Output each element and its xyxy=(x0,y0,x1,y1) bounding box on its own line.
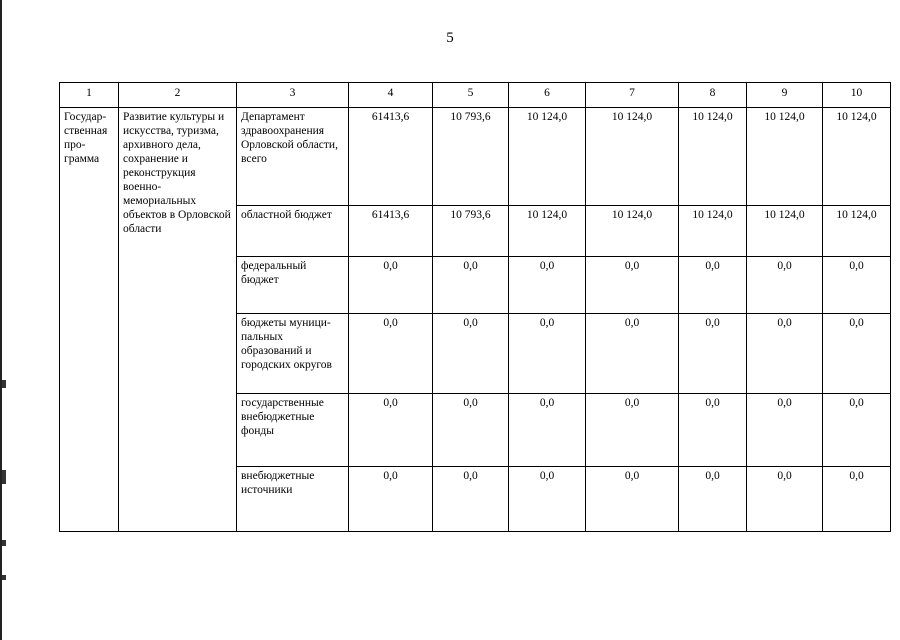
value-cell: 61413,6 xyxy=(349,108,433,206)
funding-source-cell: бюджеты муници-пальных образований и городских округов xyxy=(237,314,349,394)
value-cell: 10 124,0 xyxy=(586,206,679,257)
value-cell: 0,0 xyxy=(433,314,509,394)
page-number: 5 xyxy=(446,30,454,46)
value-cell: 0,0 xyxy=(679,257,747,314)
scan-artifact-mark xyxy=(2,470,6,484)
value-cell: 0,0 xyxy=(509,394,586,467)
scan-artifact-mark xyxy=(2,575,6,580)
value-cell: 10 793,6 xyxy=(433,108,509,206)
header-cell-9: 9 xyxy=(747,83,823,108)
header-cell-8: 8 xyxy=(679,83,747,108)
funding-source-cell: государственные внебюджетные фонды xyxy=(237,394,349,467)
value-cell: 0,0 xyxy=(433,467,509,532)
value-cell: 0,0 xyxy=(747,314,823,394)
funding-source-cell: областной бюджет xyxy=(237,206,349,257)
value-cell: 0,0 xyxy=(433,394,509,467)
value-cell: 0,0 xyxy=(586,257,679,314)
value-cell: 10 124,0 xyxy=(747,108,823,206)
scan-artifact-mark xyxy=(2,540,6,546)
value-cell: 10 124,0 xyxy=(823,206,891,257)
table-row xyxy=(60,108,891,206)
value-cell: 61413,6 xyxy=(349,206,433,257)
value-cell: 10 124,0 xyxy=(679,108,747,206)
value-cell: 0,0 xyxy=(509,314,586,394)
program-name-cell: Развитие культуры и искусства, туризма, архивного дела, сохранение и реконструкция военно-мемориальных объектов в Орловской области xyxy=(119,108,237,532)
value-cell: 0,0 xyxy=(349,467,433,532)
header-cell-1: 1 xyxy=(60,83,119,108)
value-cell: 0,0 xyxy=(823,467,891,532)
value-cell: 0,0 xyxy=(586,394,679,467)
value-cell: 0,0 xyxy=(433,257,509,314)
funding-source-cell: федеральный бюджет xyxy=(237,257,349,314)
value-cell: 10 124,0 xyxy=(509,206,586,257)
value-cell: 0,0 xyxy=(509,257,586,314)
value-cell: 0,0 xyxy=(509,467,586,532)
header-cell-7: 7 xyxy=(586,83,679,108)
financing-table xyxy=(59,82,891,532)
value-cell: 10 124,0 xyxy=(586,108,679,206)
value-cell: 0,0 xyxy=(823,257,891,314)
value-cell: 0,0 xyxy=(747,394,823,467)
value-cell: 0,0 xyxy=(679,394,747,467)
value-cell: 0,0 xyxy=(747,467,823,532)
program-type-cell: Государ-ственная про-грамма xyxy=(60,108,119,532)
value-cell: 0,0 xyxy=(823,394,891,467)
value-cell: 0,0 xyxy=(586,467,679,532)
value-cell: 10 124,0 xyxy=(747,206,823,257)
header-cell-2: 2 xyxy=(119,83,237,108)
value-cell: 0,0 xyxy=(679,314,747,394)
header-cell-4: 4 xyxy=(349,83,433,108)
value-cell: 10 124,0 xyxy=(509,108,586,206)
header-row xyxy=(60,83,891,108)
value-cell: 0,0 xyxy=(349,394,433,467)
header-cell-5: 5 xyxy=(433,83,509,108)
value-cell: 0,0 xyxy=(349,314,433,394)
value-cell: 0,0 xyxy=(823,314,891,394)
header-cell-3: 3 xyxy=(237,83,349,108)
header-cell-10: 10 xyxy=(823,83,891,108)
value-cell: 0,0 xyxy=(679,467,747,532)
value-cell: 10 124,0 xyxy=(823,108,891,206)
value-cell: 0,0 xyxy=(586,314,679,394)
value-cell: 0,0 xyxy=(747,257,823,314)
value-cell: 10 124,0 xyxy=(679,206,747,257)
value-cell: 0,0 xyxy=(349,257,433,314)
funding-source-cell: внебюджетные источники xyxy=(237,467,349,532)
scan-artifact-mark xyxy=(2,380,6,388)
funding-source-cell: Департамент здравоохранения Орловской области, всего xyxy=(237,108,349,206)
header-cell-6: 6 xyxy=(509,83,586,108)
value-cell: 10 793,6 xyxy=(433,206,509,257)
